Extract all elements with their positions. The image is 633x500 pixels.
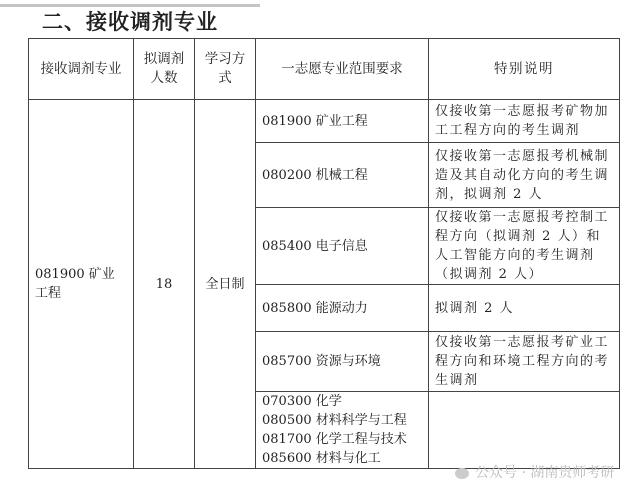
header-major: 接收调剂专业 [29, 39, 134, 100]
mode-cell: 全日制 [195, 100, 256, 469]
range-cell: 085700 资源与环境 [256, 332, 429, 392]
watermark [455, 462, 614, 482]
range-line: 081700 化学工程与技术 [262, 432, 407, 447]
count-cell: 18 [134, 100, 195, 469]
note-cell-empty [429, 392, 620, 469]
note-cell: 仅接收第一志愿报考控制工程方向（拟调剂 2 人）和人工智能方向的考生调剂（拟调剂 2 人） [429, 208, 620, 285]
range-cell: 081900 矿业工程 [256, 100, 429, 143]
header-count: 拟调剂人数 [134, 39, 195, 100]
transfer-majors-table [28, 38, 620, 469]
note-cell: 仅接收第一志愿报考矿物加工工程方向的考生调剂 [429, 100, 620, 143]
note-cell: 拟调剂 2 人 [429, 285, 620, 332]
header-mode: 学习方式 [195, 39, 256, 100]
range-cell: 085400 电子信息 [256, 208, 429, 285]
watermark-text: 公众号 · 湖南贵师考研 [475, 465, 615, 481]
wechat-icon [455, 468, 469, 479]
table-header-row [29, 39, 620, 100]
range-cell: 085800 能源动力 [256, 285, 429, 332]
major-cell: 081900 矿业工程 [29, 100, 134, 469]
note-cell: 仅接收第一志愿报考机械制造及其自动化方向的考生调剂，拟调剂 2 人 [429, 143, 620, 208]
note-cell: 仅接收第一志愿报考矿业工程方向和环境工程方向的考生调剂 [429, 332, 620, 392]
range-line: 085600 材料与化工 [262, 451, 381, 466]
table-row [29, 100, 620, 143]
range-line: 080500 材料科学与工程 [262, 413, 407, 428]
header-note: 特别说明 [429, 39, 620, 100]
range-line: 070300 化学 [262, 394, 342, 409]
range-cell: 080200 机械工程 [256, 143, 429, 208]
header-range: 一志愿专业范围要求 [256, 39, 429, 100]
range-cell [256, 392, 429, 469]
section-title: 二、接收调剂专业 [42, 10, 218, 34]
